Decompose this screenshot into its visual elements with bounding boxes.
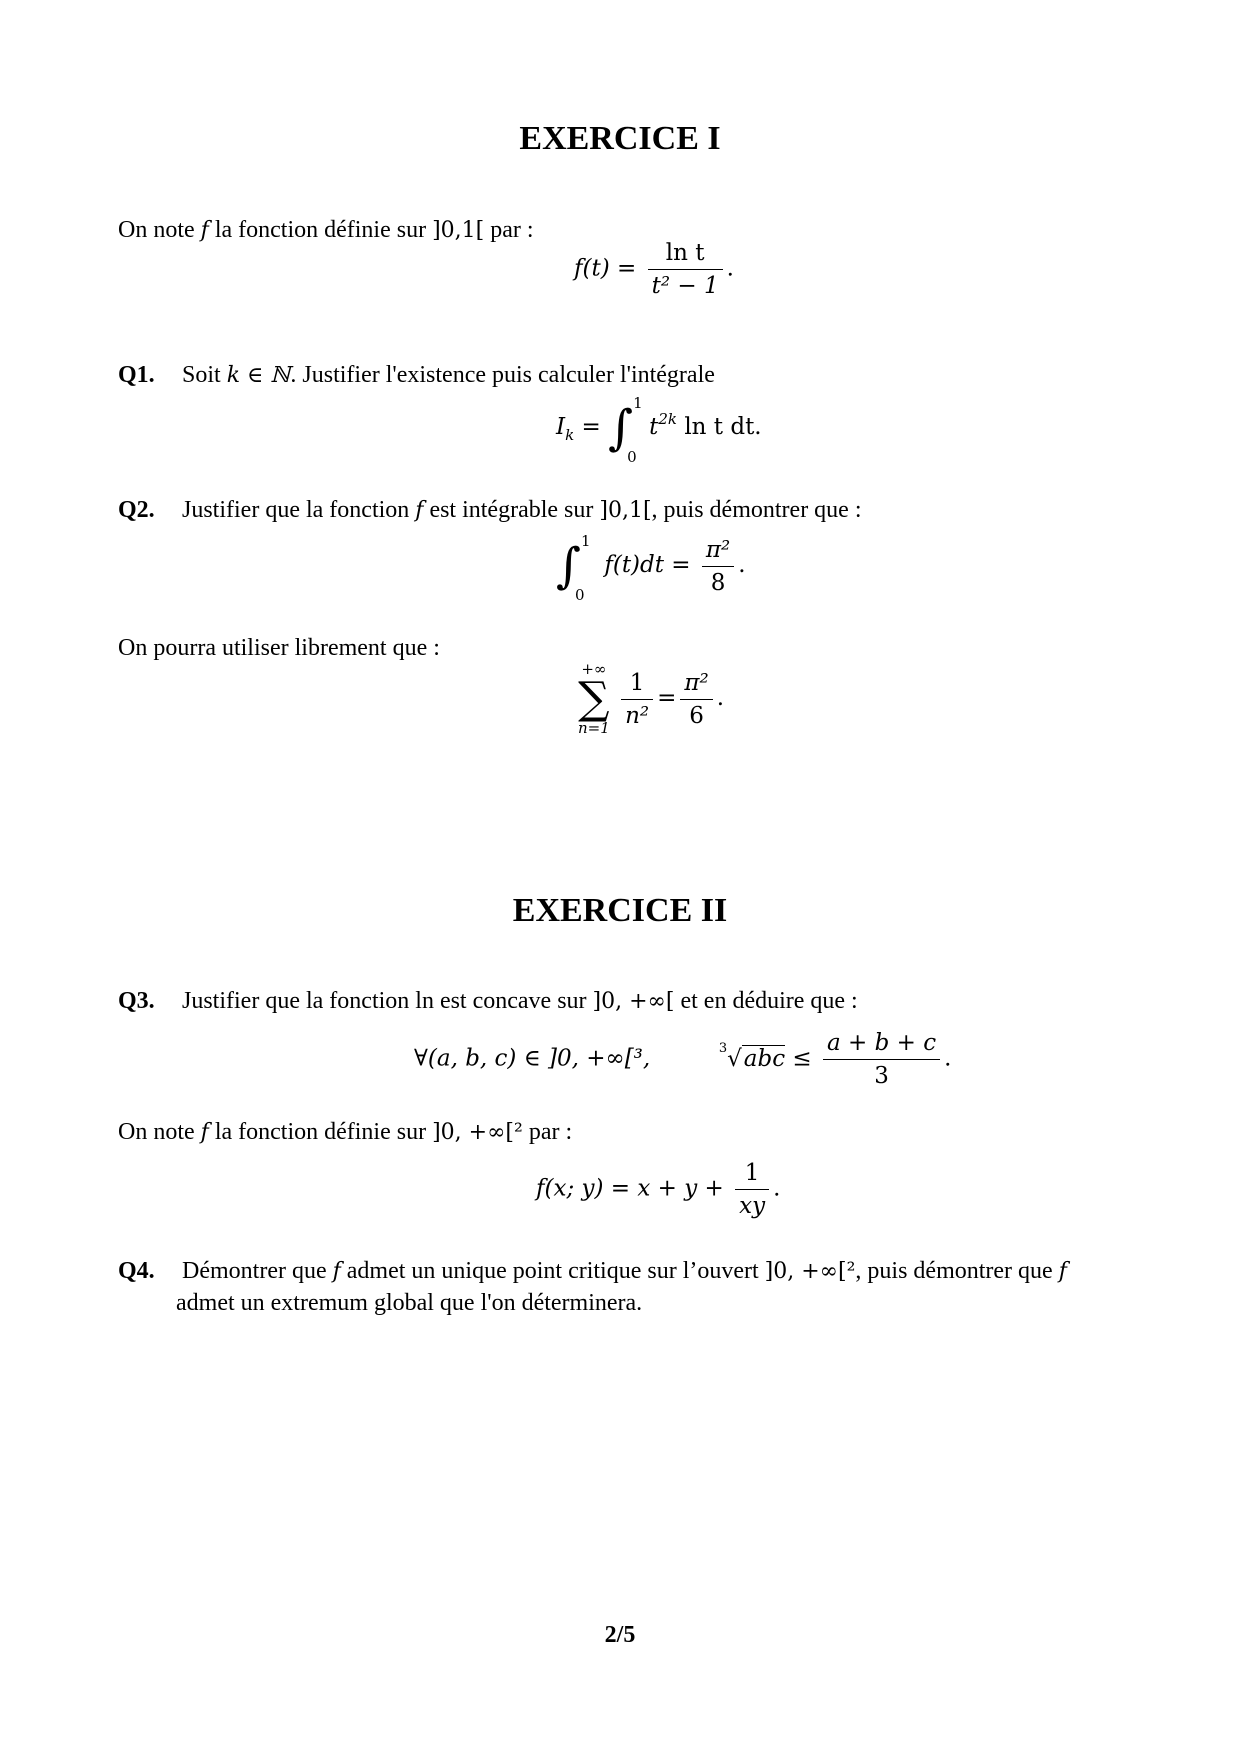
integral-symbol: ∫ [556, 538, 582, 594]
q2-numerator: π² [702, 537, 734, 567]
q1-limits [627, 394, 649, 466]
q2-denominator: 8 [710, 569, 726, 596]
q2-text-c: , puis démontrer que : [651, 497, 862, 523]
q3-numerator: a + b + c [823, 1030, 940, 1060]
q2-end: . [738, 552, 746, 578]
q1-formula-lhs: I [556, 414, 566, 440]
def2-fraction [735, 1160, 769, 1219]
root-radicand: abc [743, 1045, 786, 1072]
def-numerator: ln t [648, 240, 723, 270]
q3-quantifier: ∀(a, b, c) ∈ ]0, +∞[³, [414, 1045, 651, 1072]
sum-operator [578, 662, 610, 736]
q2-fraction [702, 537, 734, 596]
def2-text-a: On note [118, 1119, 195, 1145]
definition-f-formula [574, 240, 734, 299]
q3-domain: ]0, +∞[ [592, 989, 675, 1014]
q1-formula [556, 394, 762, 466]
def-end: . [726, 255, 734, 282]
intro-text-c: par : [490, 217, 534, 243]
question-3 [118, 985, 858, 1018]
def2-lhs: f(x; y) = x + y + [536, 1175, 724, 1202]
intro-f: f [200, 218, 209, 243]
def-fraction [648, 240, 723, 299]
integral-symbol: ∫ [608, 400, 634, 456]
cube-root: $^3$√abc [718, 1040, 786, 1072]
hint-fraction [621, 670, 653, 729]
q1-label: Q1. [118, 362, 155, 388]
q2-formula [556, 532, 746, 604]
hint-end: . [716, 685, 725, 711]
q3-text-a: Justifier que la fonction ln est concave sur [182, 988, 587, 1014]
question-4 [118, 1255, 1067, 1288]
q2-body: f(t)dt = [604, 552, 691, 578]
q4-domain: ]0, +∞[² [764, 1259, 856, 1284]
q4-line2: admet un extremum global que l'on déterminera. [176, 1290, 643, 1316]
hint-rhs-fraction [680, 670, 712, 729]
sigma-symbol: ∑ [578, 673, 610, 724]
exercise-1-intro [118, 214, 534, 247]
def2-numerator: 1 [735, 1160, 769, 1190]
q1-upper-limit: 1 [633, 394, 643, 412]
q1-body-t: t [649, 414, 659, 440]
question-1 [118, 359, 715, 392]
q3-denominator: 3 [874, 1063, 889, 1089]
intro-domain: ]0,1[ [432, 218, 485, 243]
exercise-1-title: EXERCICE I [519, 120, 721, 157]
root-index: 3 [718, 1040, 728, 1056]
q1-formula-eq: = [581, 414, 601, 440]
def2-denominator: xy [739, 1193, 766, 1219]
q3-fraction [823, 1030, 940, 1089]
q2-lower-limit: 0 [575, 586, 585, 604]
intro-text-a: On note [118, 217, 195, 243]
q1-text-a: Soit [182, 362, 221, 388]
q2-label: Q2. [118, 497, 155, 523]
hint-formula [578, 662, 724, 736]
q4-line1-c: , puis démontrer que [855, 1258, 1053, 1284]
sum-upper: +∞ [581, 660, 607, 678]
hint-eq: = [657, 685, 677, 711]
def-denominator: t² − 1 [651, 273, 719, 299]
q4-f: f [332, 1259, 341, 1284]
def2-text-b: la fonction définie sur [214, 1119, 427, 1145]
def2-end: . [773, 1175, 781, 1202]
q1-formula-sub: k [565, 426, 575, 444]
q3-end: . [944, 1045, 952, 1072]
intro-text-b: la fonction définie sur [214, 217, 427, 243]
q2-upper-limit: 1 [581, 532, 591, 550]
q1-body-rest: ln t dt. [684, 414, 762, 440]
q4-f2: f [1058, 1259, 1067, 1284]
q1-lower-limit: 0 [627, 448, 637, 466]
q4-line1-b: admet un unique point critique sur l’ouvert [346, 1258, 759, 1284]
sum-lower: n=1 [578, 719, 610, 737]
q1-body-sup: 2k [658, 410, 677, 428]
hint-numerator: 1 [621, 670, 653, 700]
q3-text-b: et en déduire que : [680, 988, 858, 1014]
def2-text-c: par : [528, 1119, 573, 1145]
q2-f: f [415, 498, 424, 523]
q1-text-b: . Justifier l'existence puis calculer l'intégrale [290, 362, 715, 388]
q2-limits [575, 532, 597, 604]
q3-formula [414, 1030, 951, 1089]
q1-k: k ∈ ℕ [226, 363, 291, 388]
page-number: 2/5 [604, 1622, 636, 1648]
def2-domain: ]0, +∞[² [432, 1120, 523, 1145]
q2-text-a: Justifier que la fonction [182, 497, 410, 523]
def-lhs: f(t) = [574, 255, 637, 282]
q2-text-b: est intégrable sur [429, 497, 594, 523]
def2-formula [536, 1160, 780, 1219]
hint-rhs-denominator: 6 [689, 702, 704, 729]
q4-label: Q4. [118, 1258, 155, 1284]
question-2 [118, 494, 862, 527]
q3-leq: ≤ [792, 1045, 812, 1072]
hint-rhs-numerator: π² [680, 670, 712, 700]
def2-f: f [200, 1120, 209, 1145]
q4-line1-a: Démontrer que [182, 1258, 327, 1284]
hint-text: On pourra utiliser librement que : [118, 635, 440, 661]
exercise-2-definition [118, 1116, 572, 1149]
q2-domain: ]0,1[ [599, 498, 652, 523]
exercise-2-title: EXERCICE II [512, 892, 728, 929]
hint-denominator: n² [625, 702, 650, 729]
q3-label: Q3. [118, 988, 155, 1014]
